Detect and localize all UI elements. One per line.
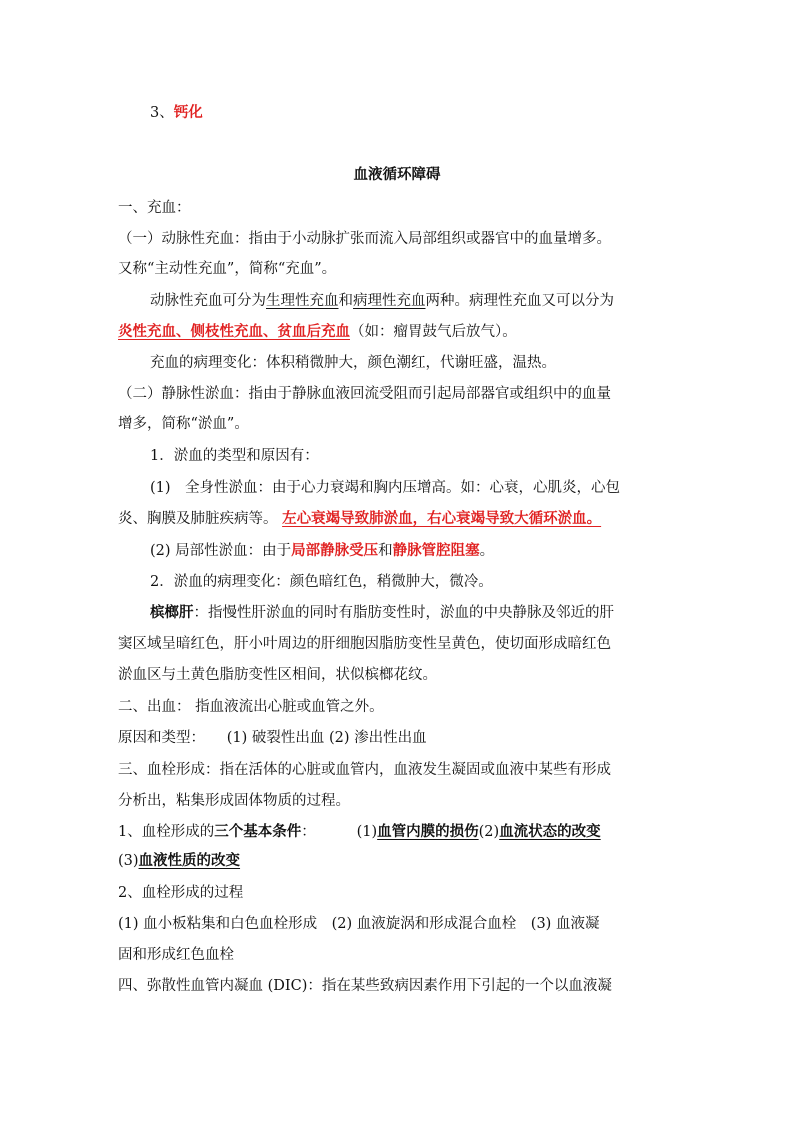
heading-dic: 四、弥散性血管内凝血 (DIC)：指在某些致病因素作用下引起的一个以血液凝 [118,978,612,994]
bold-term: 槟榔肝 [150,604,194,621]
paragraph-line [150,541,710,561]
paragraph-line: (1) 全身性淤血：由于心力衰竭和胸内压增高。如：心衰，心肌炎，心包 [150,480,621,496]
highlighted-term: 静脉管腔阻塞 [392,542,480,559]
text-run: (2) [478,824,500,840]
paragraph-line [118,822,678,842]
text-run: （如：瘤胃鼓气后放气）。 [350,324,517,340]
paragraph-line [118,509,678,529]
text-run: 。 [479,543,495,559]
paragraph-line [150,291,710,311]
paragraph-line: 固和形成红色血栓 [118,947,234,963]
paragraph-line: 增多，简称“淤血”。 [118,416,249,432]
paragraph-line [118,851,678,871]
text-run: 和 [378,543,393,559]
paragraph-line: 分析出，粘集形成固体物质的过程。 [118,793,350,809]
bold-term: 三个基本条件 [214,823,302,840]
highlighted-term: 左心衰竭导致肺淤血，右心衰竭导致大循环淤血。 [282,510,602,527]
paragraph-line: 充血的病理变化：体积稍微肿大，颜色潮红，代谢旺盛，温热。 [150,355,556,371]
text-run: 和 [338,293,353,309]
paragraph-line [118,322,678,342]
text-run: 两种。病理性充血又可以分为 [425,293,614,309]
highlighted-term: 炎性充血、侧枝性充血、贫血后充血 [118,323,350,340]
text-run: (3) [118,853,139,869]
bold-underlined-term: 血流状态的改变 [499,823,601,840]
heading-hemorrhage: 二、出血： 指血液流出心脏或血管之外。 [118,699,384,715]
text-run: ：指慢性肝淤血的同时有脂肪变性时，淤血的中央静脉及邻近的肝 [193,605,614,621]
bold-underlined-term: 血管内膜的损伤 [377,823,479,840]
bold-underlined-term: 血液性质的改变 [138,852,241,869]
paragraph-line: (1) 血小板粘集和白色血栓形成 (2) 血液旋涡和形成混合血栓 (3) 血液凝 [118,916,600,932]
heading-thrombosis: 三、血栓形成：指在活体的心脏或血管内，血液发生凝固或血液中某些有形成 [118,762,611,778]
paragraph-line: 原因和类型： (1) 破裂性出血 (2) 渗出性出血 [118,730,427,746]
paragraph-line [150,603,710,623]
paragraph-line: 1．淤血的类型和原因有： [150,448,319,464]
paragraph-line: 淤血区与土黄色脂肪变性区相间，状似槟榔花纹。 [118,667,437,683]
text-run: ： (1) [301,824,378,840]
text-run: 动脉性充血可分为 [150,293,266,309]
section-number: 3、 [150,105,174,121]
highlighted-term: 局部静脉受压 [291,542,379,559]
paragraph-line: 又称“主动性充血”，简称“充血”。 [118,261,337,277]
paragraph-line: （一）动脉性充血：指由于小动脉扩张而流入局部组织或器官中的血量增多。 [118,231,611,247]
paragraph-line: 2、血栓形成的过程 [118,885,244,901]
paragraph-line: 窦区域呈暗红色，肝小叶周边的肝细胞因脂肪变性呈黄色，使切面形成暗红色 [118,636,611,652]
page-title: 血液循环障碍 [353,166,441,183]
section-title: 钙化 [173,104,203,121]
heading-hyperemia: 一、充血： [118,200,191,216]
paragraph-line: （二）静脉性淤血：指由于静脉血液回流受阻而引起局部器官或组织中的血量 [118,386,611,402]
section-heading-calcification [150,103,710,123]
text-run: 1、血栓形成的 [118,824,215,840]
underlined-term: 生理性充血 [266,293,339,309]
text-run: 炎、胸膜及肺脏疾病等。 [118,511,283,527]
text-run: (2) 局部性淤血：由于 [150,543,292,559]
paragraph-line: 2．淤血的病理变化：颜色暗红色，稍微肿大，微冷。 [150,574,493,590]
underlined-term: 病理性充血 [353,293,426,309]
